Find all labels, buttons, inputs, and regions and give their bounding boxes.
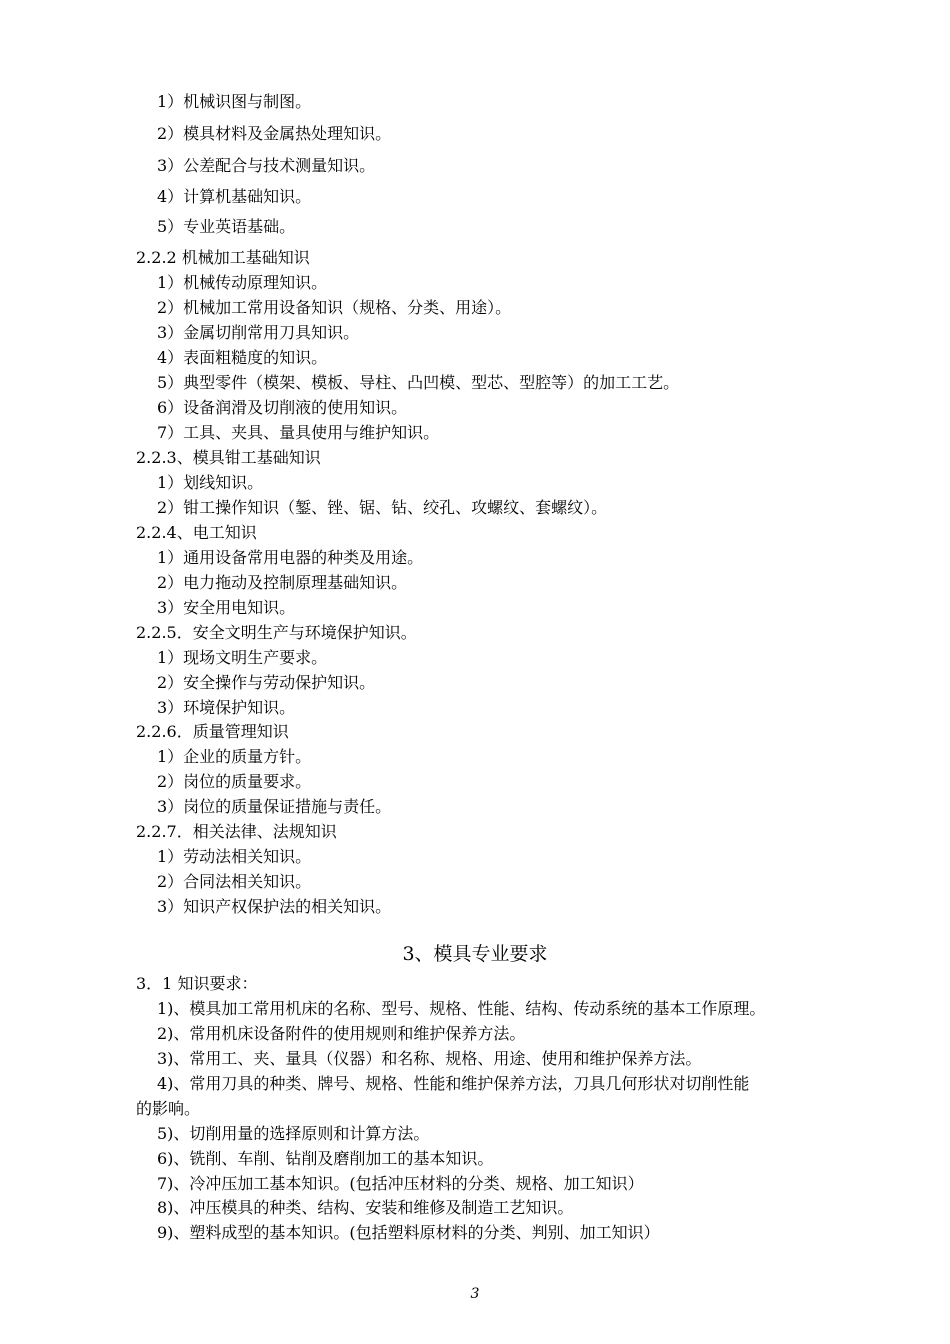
list-item: 2）电力拖动及控制原理基础知识。 [157,573,408,592]
list-item: 2）模具材料及金属热处理知识。 [157,124,392,143]
list-item: 5)、切削用量的选择原则和计算方法。 [157,1124,430,1143]
list-item: 5）专业英语基础。 [157,217,296,236]
list-item: 1）通用设备常用电器的种类及用途。 [157,548,424,567]
list-item: 9)、塑料成型的基本知识。(包括塑料原材料的分类、判别、加工知识） [157,1223,660,1242]
list-item: 3）金属切削常用刀具知识。 [157,323,360,342]
list-item: 7）工具、夹具、量具使用与维护知识。 [157,423,440,442]
list-item: 1)、模具加工常用机床的名称、型号、规格、性能、结构、传动系统的基本工作原理。 [157,999,766,1018]
list-item: 2）机械加工常用设备知识（规格、分类、用途）。 [157,298,512,317]
section-heading: 2.2.7．相关法律、法规知识 [136,822,337,841]
list-item: 3）环境保护知识。 [157,698,296,717]
list-item: 1）企业的质量方针。 [157,747,312,766]
list-item: 2）安全操作与劳动保护知识。 [157,673,376,692]
list-item: 2）合同法相关知识。 [157,872,312,891]
section-heading: 2.2.3、模具钳工基础知识 [136,448,321,467]
section-heading: 3．1 知识要求： [136,974,258,993]
list-item: 1）划线知识。 [157,473,264,492]
list-item: 1）机械识图与制图。 [157,92,312,111]
list-item-continuation: 的影响。 [136,1099,201,1118]
list-item: 6)、铣削、车削、钻削及磨削加工的基本知识。 [157,1149,494,1168]
list-item: 4)、常用刀具的种类、牌号、规格、性能和维护保养方法，刀具几何形状对切削性能 [157,1074,750,1093]
list-item: 3）知识产权保护法的相关知识。 [157,897,392,916]
list-item: 1）现场文明生产要求。 [157,648,328,667]
list-item: 8)、冲压模具的种类、结构、安装和维修及制造工艺知识。 [157,1198,574,1217]
list-item: 4）计算机基础知识。 [157,187,312,206]
list-item: 4）表面粗糙度的知识。 [157,348,328,367]
section-heading: 2.2.4、电工知识 [136,523,257,542]
list-item: 6）设备润滑及切削液的使用知识。 [157,398,408,417]
list-item: 7)、冷冲压加工基本知识。(包括冲压材料的分类、规格、加工知识） [157,1174,644,1193]
list-item: 3）公差配合与技术测量知识。 [157,156,376,175]
page-number: 3 [470,1286,480,1302]
chapter-title: 3、模具专业要求 [402,943,548,965]
list-item: 1）机械传动原理知识。 [157,273,328,292]
list-item: 2）岗位的质量要求。 [157,772,312,791]
section-heading: 2.2.5．安全文明生产与环境保护知识。 [136,623,417,642]
list-item: 3）安全用电知识。 [157,598,296,617]
list-item: 3)、常用工、夹、量具（仪器）和名称、规格、用途、使用和维护保养方法。 [157,1049,702,1068]
section-heading: 2.2.2 机械加工基础知识 [136,248,310,267]
list-item: 3）岗位的质量保证措施与责任。 [157,797,392,816]
list-item: 2）钳工操作知识（錾、锉、锯、钻、绞孔、攻螺纹、套螺纹）。 [157,498,608,517]
section-heading: 2.2.6．质量管理知识 [136,722,289,741]
list-item: 1）劳动法相关知识。 [157,847,312,866]
list-item: 5）典型零件（模架、模板、导柱、凸凹模、型芯、型腔等）的加工工艺。 [157,373,680,392]
list-item: 2)、常用机床设备附件的使用规则和维护保养方法。 [157,1024,526,1043]
